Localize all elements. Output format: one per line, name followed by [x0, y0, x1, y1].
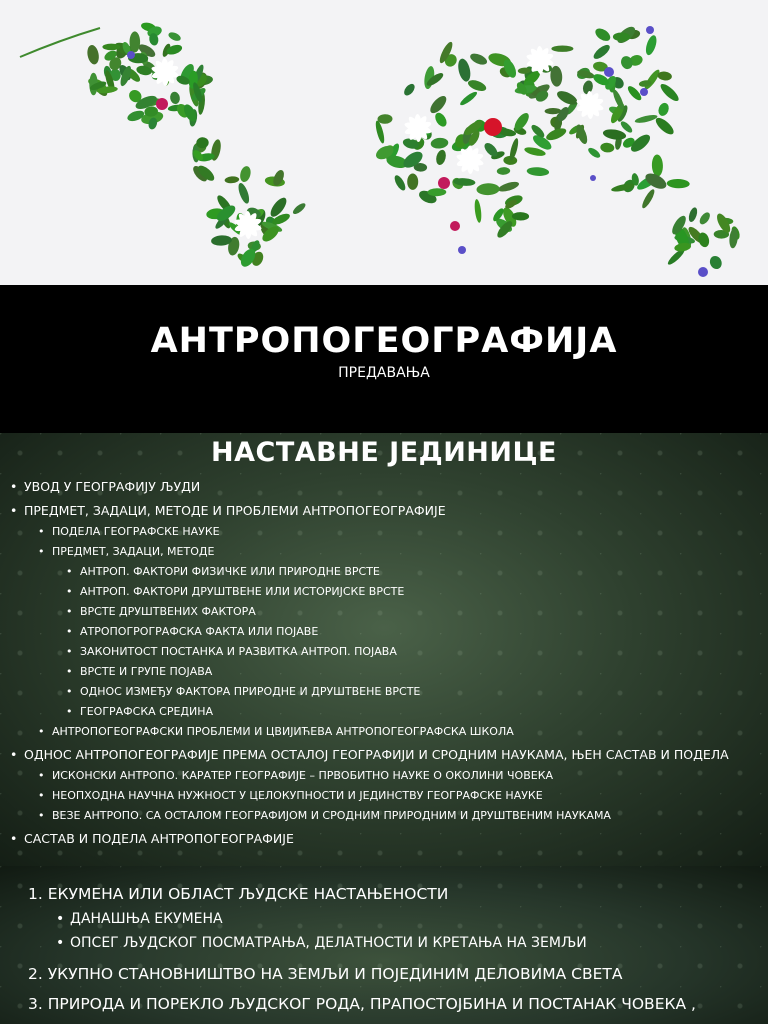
- leaf-shape: [402, 82, 417, 97]
- outline-item-level-3: • ОДНОС ИЗМЕЂУ ФАКТОРА ПРИРОДНЕ И ДРУШТВЕНЕ ВРСТЕ: [8, 685, 748, 699]
- outline-item-level-3: • АТРОПОГРОГРАФСКА ФАКТА ИЛИ ПОЈАВЕ: [8, 625, 748, 639]
- slide-topics: [0, 866, 768, 1024]
- flower: [698, 267, 708, 277]
- outline-item-level-1: • ОДНОС АНТРОПОГЕОГРАФИЈЕ ПРЕМА ОСТАЛОЈ ГЕОГРАФИЈИ И СРОДНИМ НАУКАМА, ЊЕН САСТАВ И ПОДЕЛА: [8, 747, 748, 763]
- topic-item-level-1: 2. УКУПНО СТАНОВНИШТВО НА ЗЕМЉИ И ПОЈЕДИНИМ ДЕЛОВИМА СВЕТА: [28, 965, 623, 983]
- outline-item-level-1: • САСТАВ И ПОДЕЛА АНТРОПОГЕОГРАФИЈЕ: [8, 831, 748, 847]
- leaf-shape: [467, 78, 488, 93]
- leaf-shape: [545, 108, 562, 114]
- leaf-shape: [130, 31, 141, 52]
- leaf-shape: [393, 174, 408, 192]
- flower: [156, 98, 168, 110]
- outline-item-level-2: • ВЕЗЕ АНТРОПО. СА ОСТАЛОМ ГЕОГРАФИЈОМ И СРОДНИМ ПРИРОДНИМ И ДРУШТВЕНИМ НАУКАМА: [8, 809, 748, 823]
- slide-title: НАСТАВНЕ ЈЕДИНИЦЕ: [211, 437, 557, 468]
- outline-item-level-3: • ВРСТЕ ДРУШТВЕНИХ ФАКТОРА: [8, 605, 748, 619]
- leaf-shape: [459, 90, 479, 107]
- topic-item-level-1: 3. ПРИРОДА И ПОРЕКЛО ЉУДСКОГ РОДА, ПРАПОСТОЈБИНА И ПОСТАНАК ЧОВЕКА ,: [28, 995, 696, 1013]
- leaf-shape: [653, 115, 676, 137]
- leaf-shape: [469, 51, 489, 67]
- leaf-shape: [407, 173, 418, 189]
- leaf-shape: [86, 44, 101, 65]
- leaf-shape: [658, 81, 681, 103]
- flower: [604, 67, 614, 77]
- presentation-subtitle: ПРЕДАВАЊА: [338, 365, 430, 381]
- leaf-shape: [497, 167, 511, 175]
- flower: [127, 51, 135, 59]
- leaf-shape: [708, 254, 724, 271]
- leaf-shape: [474, 199, 483, 223]
- leaf-shape: [600, 142, 615, 153]
- title-band: [0, 285, 768, 433]
- leaf-shape: [551, 46, 573, 52]
- leaf-shape: [427, 188, 446, 196]
- topic-item-level-2: • ДАНАШЊА ЕКУМЕНА: [0, 910, 768, 928]
- flower: [458, 246, 466, 254]
- outline-item-level-1: • ПРЕДМЕТ, ЗАДАЦИ, МЕТОДЕ И ПРОБЛЕМИ АНТРОПОГЕОГРАФИЈЕ: [8, 503, 748, 519]
- slide-teaching-units: [0, 433, 768, 866]
- outline-list: [8, 471, 748, 847]
- topics-list: [0, 884, 768, 1014]
- leaf-shape: [377, 114, 392, 124]
- leaf-shape: [497, 180, 520, 194]
- leaf-shape: [591, 42, 612, 61]
- flower: [484, 118, 502, 136]
- flower: [590, 175, 596, 181]
- leaf-shape: [593, 26, 612, 44]
- flower: [640, 88, 648, 96]
- leaf-shape: [456, 57, 472, 82]
- leaf-shape: [169, 91, 181, 105]
- leaf-shape: [667, 179, 690, 189]
- flower: [646, 26, 654, 34]
- leaf-shape: [427, 93, 449, 115]
- outline-item-level-3: • АНТРОП. ФАКТОРИ ДРУШТВЕНЕ ИЛИ ИСТОРИЈСКЕ ВРСТЕ: [8, 585, 748, 599]
- flower: [450, 221, 460, 231]
- leaf-shape: [526, 167, 549, 177]
- leaf-shape: [644, 34, 659, 56]
- leaf-shape: [476, 183, 500, 196]
- leaf-shape: [224, 176, 239, 184]
- outline-item-level-3: • АНТРОП. ФАКТОРИ ФИЗИЧКЕ ИЛИ ПРИРОДНЕ ВРСТЕ: [8, 565, 748, 579]
- leaf-shape: [587, 146, 602, 160]
- topic-item-level-2: • ОПСЕГ ЉУДСКОГ ПОСМАТРАЊА, ДЕЛАТНОСТИ И КРЕТАЊА НА ЗЕМЉИ: [0, 934, 768, 952]
- outline-item-level-3: • ЗАКОНИТОСТ ПОСТАНКА И РАЗВИТКА АНТРОП. ПОЈАВА: [8, 645, 748, 659]
- outline-item-level-2: • ПОДЕЛА ГЕОГРАФСКЕ НАУКЕ: [8, 525, 748, 539]
- leaf-shape: [642, 68, 661, 92]
- flower: [438, 177, 450, 189]
- outline-item-level-2: • АНТРОПОГЕОГРАФСКИ ПРОБЛЕМИ И ЦВИЈИЋЕВА АНТРОПОГЕОГРАФСКА ШКОЛА: [8, 725, 748, 739]
- leaf-shape: [291, 201, 307, 216]
- leaf-shape: [430, 137, 449, 149]
- leaf-shape: [602, 128, 627, 141]
- leaf-shape: [435, 149, 448, 166]
- outline-item-level-2: • ПРЕДМЕТ, ЗАДАЦИ, МЕТОДЕ: [8, 545, 748, 559]
- outline-item-level-3: • ГЕОГРАФСКА СРЕДИНА: [8, 705, 748, 719]
- leaf-shape: [687, 206, 699, 223]
- leaf-shape: [652, 154, 664, 176]
- topic-item-level-1: 1. ЕКУМЕНА ИЛИ ОБЛАСТ ЉУДСКЕ НАСТАЊЕНОСТИ: [28, 885, 449, 903]
- leaf-shape: [657, 101, 671, 117]
- leaf-shape: [102, 44, 120, 51]
- outline-item-level-2: • ИСКОНСКИ АНТРОПО. КАРАТЕР ГЕОГРАФИЈЕ – ПРВОБИТНО НАУКЕ О ОКОЛИНИ ЧОВЕКА: [8, 769, 748, 783]
- outline-item-level-1: • УВОД У ГЕОГРАФИЈУ ЉУДИ: [8, 479, 748, 495]
- hero-image: [0, 0, 768, 285]
- botanical-world-map: [0, 0, 768, 285]
- leaf-shape: [433, 111, 449, 129]
- leaf-shape: [239, 165, 253, 183]
- presentation-title: АНТРОПОГЕОГРАФИЈА: [150, 321, 618, 361]
- leaf-shape: [640, 188, 656, 210]
- leaf-shape: [698, 211, 712, 227]
- outline-item-level-2: • НЕОПХОДНА НАУЧНА НУЖНОСТ У ЦЕЛОКУПНОСТИ И ЈЕДИНСТВУ ГЕОГРАФСКЕ НАУКЕ: [8, 789, 748, 803]
- outline-item-level-3: • ВРСТЕ И ГРУПЕ ПОЈАВА: [8, 665, 748, 679]
- leaf-shape: [236, 182, 251, 205]
- leaf-shape: [634, 113, 658, 124]
- leaf-shape: [167, 31, 182, 43]
